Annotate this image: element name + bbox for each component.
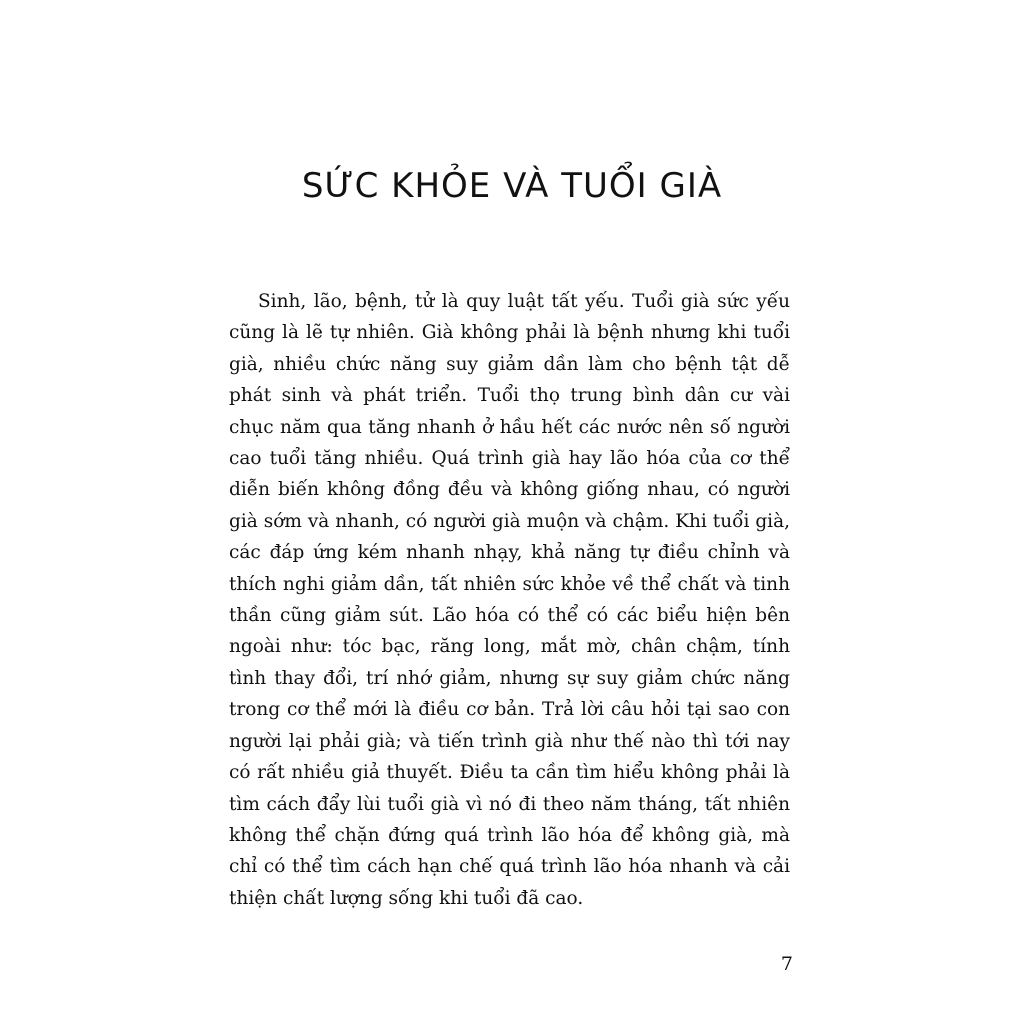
body-paragraph: Sinh, lão, bệnh, tử là quy luật tất yếu. Tuổi già sức yếu cũng là lẽ tự nhiên. Già không phải là bệnh nhưng khi tuổi già, nhiều chức năng suy giảm dần làm cho bệnh tật dễ phát sinh và phát triển. Tuổi thọ trung bình dân cư vài chục năm qua tăng nhanh ở hầu hết các nước nên số người cao tuổi tăng nhiều. Quá trình già hay lão hóa của cơ thể diễn biến không đồng đều và không giống nhau, có người già sớm và nhanh, có người già muộn và chậm. Khi tuổi già, các đáp ứng kém nhanh nhạy, khả năng tự điều chỉnh và thích nghi giảm dần, tất nhiên sức khỏe về thể chất và tinh thần cũng giảm sút. Lão hóa có thể có các biểu hiện bên ngoài như: tóc bạc, răng long, mắt mờ, chân chậm, tính tình thay đổi, trí nhớ giảm, nhưng sự suy giảm chức năng trong cơ thể mới là điều cơ bản. Trả lời câu hỏi tại sao con người lại phải già; và tiến trình già như thế nào thì tới nay có rất nhiều giả thuyết. Điều ta cần tìm hiểu không phải là tìm cách đẩy lùi tuổi già vì nó đi theo năm tháng, tất nhiên không thể chặn đứng quá trình lão hóa để không già, mà chỉ có thể tìm cách hạn chế quá trình lão hóa nhanh và cải thiện chất lượng sống khi tuổi đã cao. [229, 291, 790, 909]
chapter-title: SỨC KHỎE VÀ TUỔI GIÀ [301, 166, 723, 206]
page-number: 7 [780, 953, 793, 975]
